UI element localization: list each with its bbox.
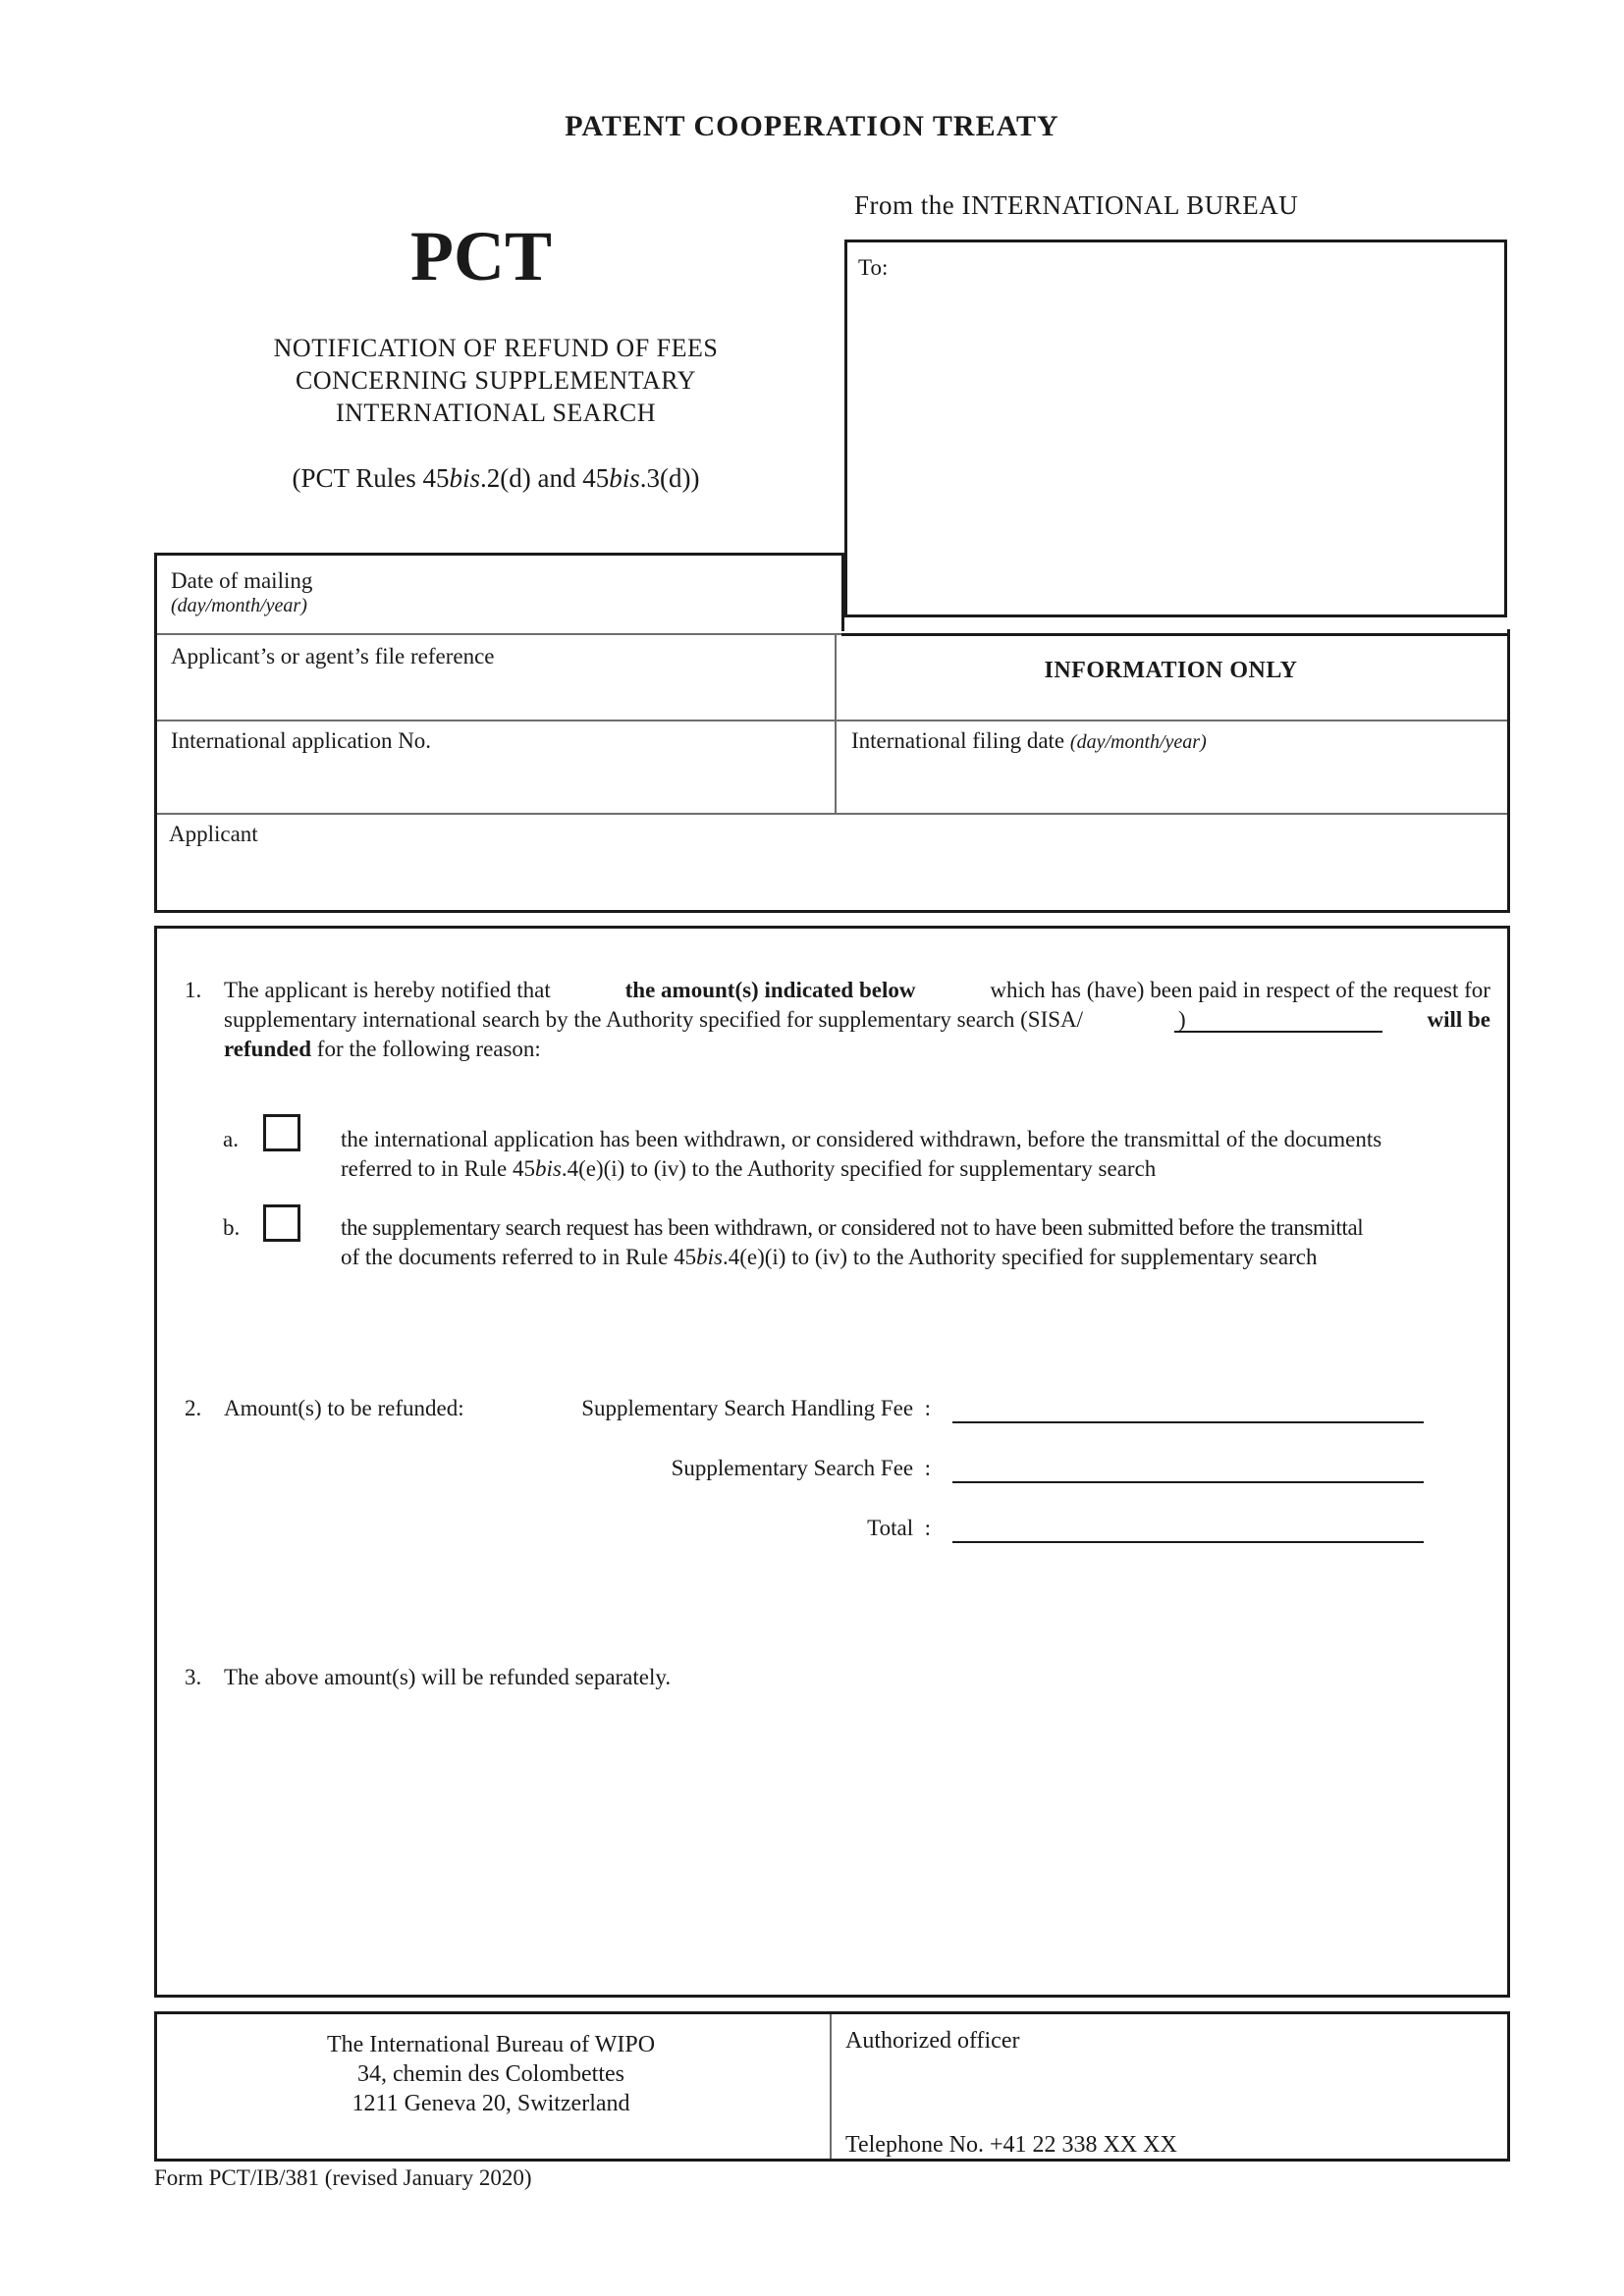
pct-title: PCT	[410, 217, 552, 295]
filing-date-label: International filing date	[851, 728, 1065, 753]
application-no-field[interactable]	[157, 756, 833, 810]
applicant-label: Applicant	[169, 822, 258, 846]
section-1-line-3: refunded for the following reason:	[224, 1037, 541, 1061]
row-divider	[157, 720, 1507, 721]
form-title	[187, 332, 805, 429]
option-a-letter: a.	[223, 1127, 239, 1151]
amounts-to-be-refunded-label: Amount(s) to be refunded:	[224, 1396, 464, 1420]
option-a-checkbox[interactable]	[263, 1114, 300, 1151]
row-divider	[157, 813, 1507, 815]
pct-rules-reference: (PCT Rules 45bis.2(d) and 45bis.3(d))	[292, 463, 700, 493]
telephone-number: Telephone No. +41 22 338 XX XX	[845, 2132, 1177, 2158]
section-1-line-1: The applicant is hereby notified that the amount(s) indicated below which has (have) been paid in respect of the request for	[224, 978, 1490, 1002]
date-format-hint: (day/month/year)	[171, 595, 307, 616]
wipo-address	[157, 2030, 825, 2118]
application-no-label: International application No.	[171, 728, 432, 753]
option-b-checkbox[interactable]	[263, 1204, 300, 1242]
section-1-line-2: supplementary international search by the Authority specified for supplementary search (SISA/ ) will be	[224, 1007, 1490, 1032]
option-a-text: the international application has been withdrawn, or considered withdrawn, before the transmittal of the documents referred to in Rule 45bis.4(e)(i) to (iv) to the Authority specified for supplementary search	[341, 1127, 1382, 1181]
total-field[interactable]	[952, 1541, 1424, 1543]
handling-fee-label: Supplementary Search Handling Fee :	[581, 1396, 931, 1420]
form-title-line-1: NOTIFICATION OF REFUND OF FEES	[273, 334, 719, 362]
option-b-letter: b.	[223, 1215, 241, 1240]
form-title-line-3: INTERNATIONAL SEARCH	[335, 399, 657, 427]
file-reference-label: Applicant’s or agent’s file reference	[171, 644, 495, 668]
authorized-officer-field[interactable]	[835, 2061, 1505, 2135]
section-1-number: 1.	[185, 978, 202, 1002]
address-line-1: The International Bureau of WIPO	[326, 2032, 656, 2057]
filing-date-field[interactable]	[838, 756, 1505, 810]
info-only-top-border	[841, 633, 1510, 636]
form-reference: Form PCT/IB/381 (revised January 2020)	[154, 2165, 532, 2190]
handling-fee-field[interactable]	[952, 1421, 1424, 1423]
address-line-2: 34, chemin des Colombettes	[357, 2061, 624, 2087]
form-title-line-2: CONCERNING SUPPLEMENTARY	[296, 366, 696, 395]
total-label: Total :	[867, 1516, 931, 1540]
option-b-text: the supplementary search request has been withdrawn, or considered not to have been submitted before the transmittal of the documents referred to in Rule 45bis.4(e)(i) to (iv) to the Authority specified for supplementary search	[341, 1215, 1364, 1269]
footer-column-divider	[830, 2014, 832, 2159]
from-international-bureau: From the INTERNATIONAL BUREAU	[854, 190, 1299, 220]
sisa-blank-field[interactable]	[1174, 1031, 1382, 1033]
section-3-number: 3.	[185, 1665, 202, 1689]
to-label: To:	[858, 255, 889, 280]
search-fee-label: Supplementary Search Fee :	[671, 1456, 931, 1480]
search-fee-field[interactable]	[952, 1481, 1424, 1483]
addressee-box[interactable]	[844, 240, 1507, 617]
treaty-heading: PATENT COOPERATION TREATY	[565, 110, 1059, 142]
filing-date-format-hint: (day/month/year)	[1069, 731, 1207, 753]
section-3-text: The above amount(s) will be refunded separately.	[224, 1665, 672, 1689]
applicant-field[interactable]	[157, 849, 1507, 908]
date-of-mailing-label: Date of mailing	[171, 568, 313, 593]
file-reference-field[interactable]	[157, 667, 833, 717]
section-2-number: 2.	[185, 1396, 202, 1420]
authorized-officer-label: Authorized officer	[845, 2028, 1020, 2054]
information-only-label: INFORMATION ONLY	[1044, 658, 1298, 683]
address-line-3: 1211 Geneva 20, Switzerland	[352, 2091, 630, 2116]
row-divider	[157, 633, 841, 635]
